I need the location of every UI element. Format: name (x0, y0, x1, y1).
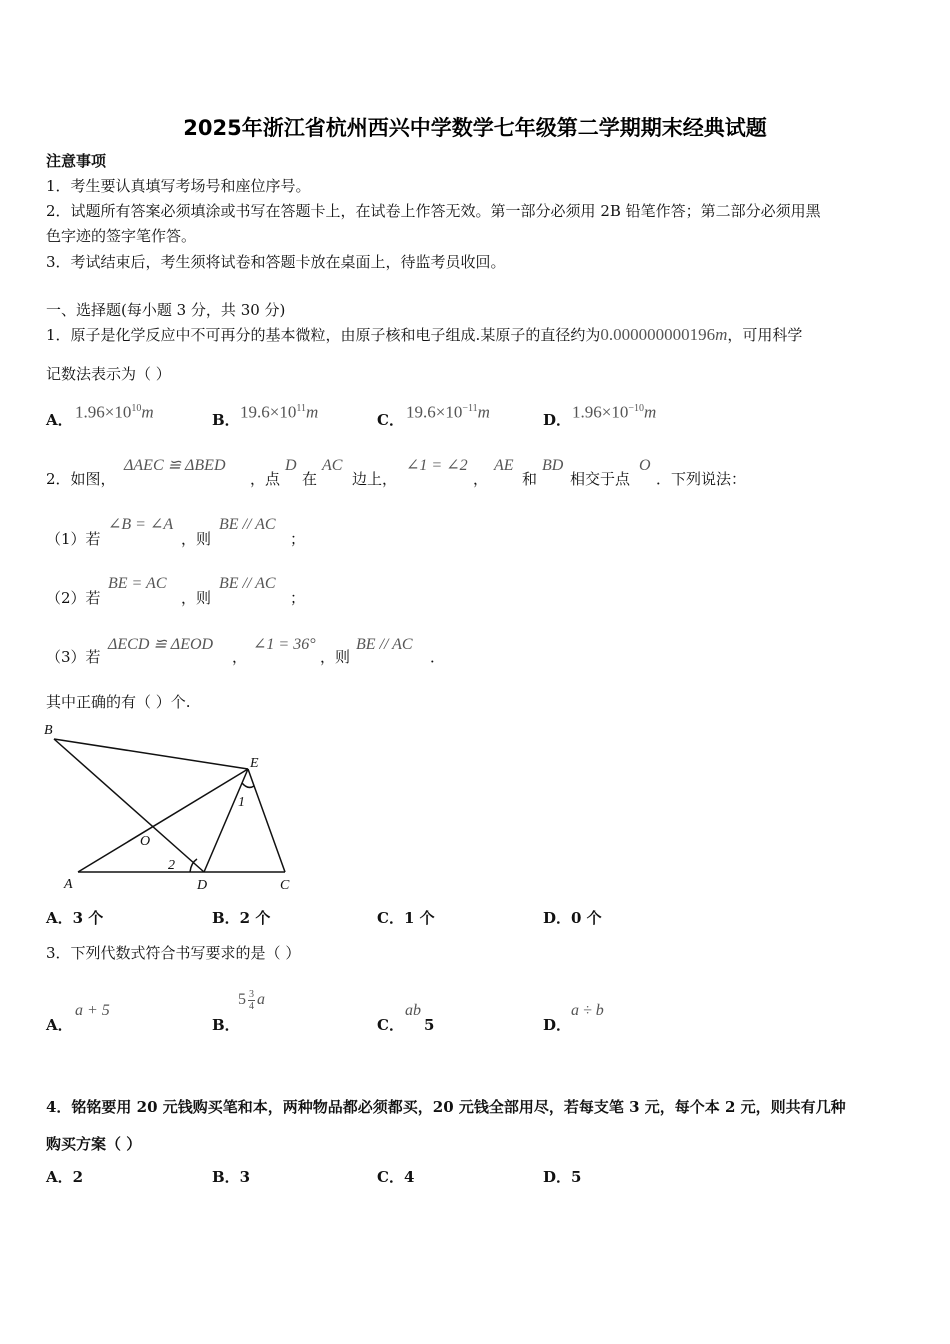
q3-option-b-var: a (257, 991, 265, 1008)
q2-item-2-mid: ，则 (181, 589, 212, 607)
q1-option-d-exp: −10 (628, 403, 644, 414)
q1-option-a-exp: 10 (131, 403, 142, 414)
label-point-d: D (197, 878, 208, 893)
q1-option-c-label[interactable]: C． (377, 411, 404, 429)
q3-option-b-fraction (248, 989, 255, 1012)
q2-segment-ac: AC (322, 457, 343, 474)
q4-stem-line1: 4．铭铭要用 20 元钱购买笔和本，两种物品都必须都买，20 元钱全部用尽，若每支笔 3 元，每个本 2 元，则共有几种 (46, 1098, 846, 1116)
q2-option-c[interactable]: C．1 个 (377, 909, 435, 927)
notice-heading: 注意事项 (46, 152, 107, 170)
q2-item-1-result: BE // AC (219, 516, 276, 533)
label-point-c: C (280, 878, 290, 893)
q2-stem-p1: 2．如图， (46, 470, 116, 488)
q1-option-a-base: 1.96×10 (75, 402, 132, 422)
q1-option-b-math[interactable] (240, 399, 318, 423)
label-point-a: A (64, 877, 73, 892)
q2-item-2-pre: （2）若 (46, 589, 101, 607)
q2-question: 其中正确的有（ ）个. (46, 693, 191, 711)
q2-stem-p4: 边上， (352, 470, 398, 488)
q3-option-b-denominator: 4 (249, 1000, 254, 1012)
q2-geometry-figure (40, 718, 300, 898)
q4-option-b[interactable]: B．3 (212, 1168, 251, 1186)
q1-option-a-label[interactable]: A． (46, 411, 73, 429)
q4-option-a[interactable]: A．2 (46, 1168, 84, 1186)
q3-option-b-label[interactable]: B． (212, 1016, 240, 1034)
q4-option-d[interactable]: D．5 (543, 1168, 582, 1186)
q1-option-d-base: 1.96×10 (572, 402, 629, 422)
q2-stem-p5: ， (473, 470, 489, 488)
segment-ce (248, 769, 285, 872)
notice-item-3: 3．考试结束后，考生须将试卷和答题卡放在桌面上，待监考员收回。 (46, 253, 506, 271)
q2-item-2-result: BE // AC (219, 575, 276, 592)
q1-option-d-math[interactable] (572, 399, 656, 423)
q3-option-c-math[interactable]: ab (405, 1002, 421, 1019)
q3-option-a-label[interactable]: A． (46, 1016, 73, 1034)
q1-unit: m (715, 325, 728, 344)
q2-stem-p8: ．下列说法： (656, 470, 747, 488)
q4-option-c[interactable]: C．4 (377, 1168, 415, 1186)
q2-stem-p6: 和 (522, 470, 538, 488)
q2-stem-p2: ，点 (250, 470, 281, 488)
q1-option-c-math[interactable] (406, 399, 490, 423)
q2-item-3-cond: ΔECD ≌ ΔEOD (108, 636, 214, 653)
q2-item-3-cond2: ∠1 = 36° (253, 636, 316, 653)
q3-option-a-math[interactable]: a + 5 (75, 1002, 110, 1019)
notice-item-2: 2．试题所有答案必须填涂或书写在答题卡上，在试卷上作答无效。第一部分必须用 2B 铅笔作答；第二部分必须用黑 (46, 202, 821, 220)
q3-option-c-label[interactable]: C． (377, 1016, 404, 1034)
q1-stem-line1 (46, 325, 802, 345)
q2-item-3-result: BE // AC (356, 636, 413, 653)
notice-item-2-cont: 色字迹的签字笔作答。 (46, 227, 197, 245)
q3-option-b-numerator: 3 (249, 988, 254, 1000)
q1-option-b-unit: m (305, 402, 319, 422)
label-point-b: B (44, 723, 53, 738)
q2-item-2-cond: BE = AC (108, 575, 167, 592)
q2-item-1-pre: （1）若 (46, 530, 101, 548)
segment-ae (78, 769, 248, 872)
angle-1-arc (242, 783, 254, 787)
q1-option-d-label[interactable]: D． (543, 411, 572, 429)
q2-item-3-sep: ， (232, 648, 248, 666)
q2-stem-p7: 相交于点 (570, 470, 631, 488)
q2-option-d[interactable]: D．0 个 (543, 909, 602, 927)
q3-option-b-math[interactable] (238, 986, 265, 1014)
q1-option-c-base: 19.6×10 (406, 402, 463, 422)
q2-item-2-end: ； (290, 589, 306, 607)
q4-stem-line2: 购买方案（ ） (46, 1135, 142, 1153)
q1-stem-tail: ，可用科学 (727, 326, 803, 344)
q2-congruence: ΔAEC ≌ ΔBED (124, 457, 226, 474)
q3-option-c-tail[interactable]: 5 (424, 1016, 435, 1034)
q2-item-3-mid: ，则 (320, 648, 351, 666)
q2-item-1-cond: ∠B = ∠A (108, 516, 174, 533)
q2-segment-ae: AE (494, 457, 514, 474)
q3-stem: 3．下列代数式符合书写要求的是（ ） (46, 944, 301, 962)
q2-angle-equality: ∠1 = ∠2 (406, 457, 468, 474)
section-heading: 一、选择题(每小题 3 分，共 30 分) (46, 301, 286, 319)
q2-point-o: O (639, 457, 651, 474)
q2-item-1-mid: ，则 (181, 530, 212, 548)
q2-item-3-pre: （3）若 (46, 648, 101, 666)
q1-value: 0.000000000196 (600, 325, 716, 344)
notice-item-1: 1．考生要认真填写考场号和座位序号。 (46, 177, 311, 195)
q2-segment-bd: BD (542, 457, 564, 474)
q1-option-b-label[interactable]: B． (212, 411, 240, 429)
q1-stem-text: 1．原子是化学反应中不可再分的基本微粒，由原子核和电子组成.某原子的直径约为 (46, 326, 601, 344)
label-point-e: E (250, 756, 259, 771)
q2-item-1-end: ； (290, 530, 306, 548)
q1-option-c-unit: m (477, 402, 490, 422)
q2-point-d: D (285, 457, 297, 474)
q2-item-3-end: ． (430, 648, 446, 666)
q1-option-d-unit: m (643, 402, 657, 422)
q1-option-c-exp: −11 (462, 403, 478, 414)
label-angle-1: 1 (238, 795, 245, 810)
label-point-o: O (140, 834, 151, 849)
q1-option-b-base: 19.6×10 (240, 402, 297, 422)
q2-stem-p3: 在 (302, 470, 318, 488)
segment-de (204, 769, 248, 872)
label-angle-2: 2 (168, 858, 175, 873)
page-title: 2025年浙江省杭州西兴中学数学七年级第二学期期末经典试题 (183, 116, 767, 140)
q2-option-a[interactable]: A．3 个 (46, 909, 104, 927)
q1-stem-line2: 记数法表示为（ ） (46, 365, 171, 383)
q3-option-d-label[interactable]: D． (543, 1016, 572, 1034)
q2-option-b[interactable]: B．2 个 (212, 909, 271, 927)
q1-option-b-exp: 11 (296, 403, 306, 414)
q3-option-b-whole: 5 (238, 991, 246, 1008)
q1-option-a-math[interactable] (75, 399, 154, 423)
q3-option-d-math[interactable]: a ÷ b (571, 1002, 604, 1019)
q1-option-a-unit: m (141, 402, 154, 422)
